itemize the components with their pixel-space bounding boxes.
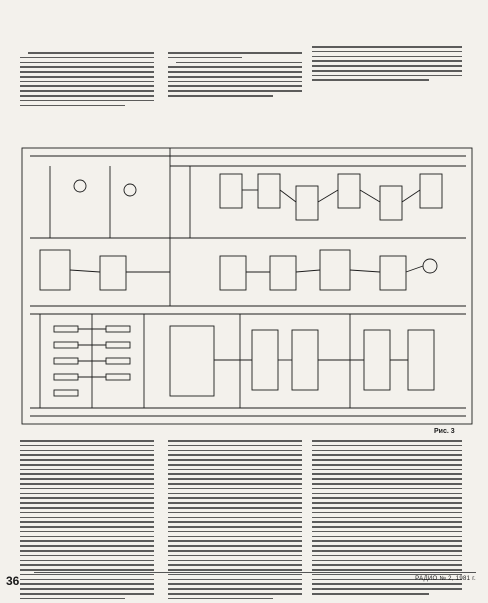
top-text-column-2	[168, 52, 302, 100]
bottom-text-column-2	[168, 440, 302, 603]
footer-rule	[34, 572, 476, 573]
figure-caption: Рис. 3	[434, 428, 455, 435]
page-number: 36	[6, 574, 20, 588]
bottom-text-column-3	[312, 440, 462, 598]
bottom-text-column-1	[20, 440, 154, 603]
top-text-column-1	[20, 52, 154, 109]
circuit-schematic-figure	[20, 146, 474, 428]
top-text-column-3	[312, 46, 462, 84]
circuit-schematic-drawing	[20, 146, 474, 428]
journal-footer: РАДИО № 2, 1981 г.	[415, 576, 476, 582]
